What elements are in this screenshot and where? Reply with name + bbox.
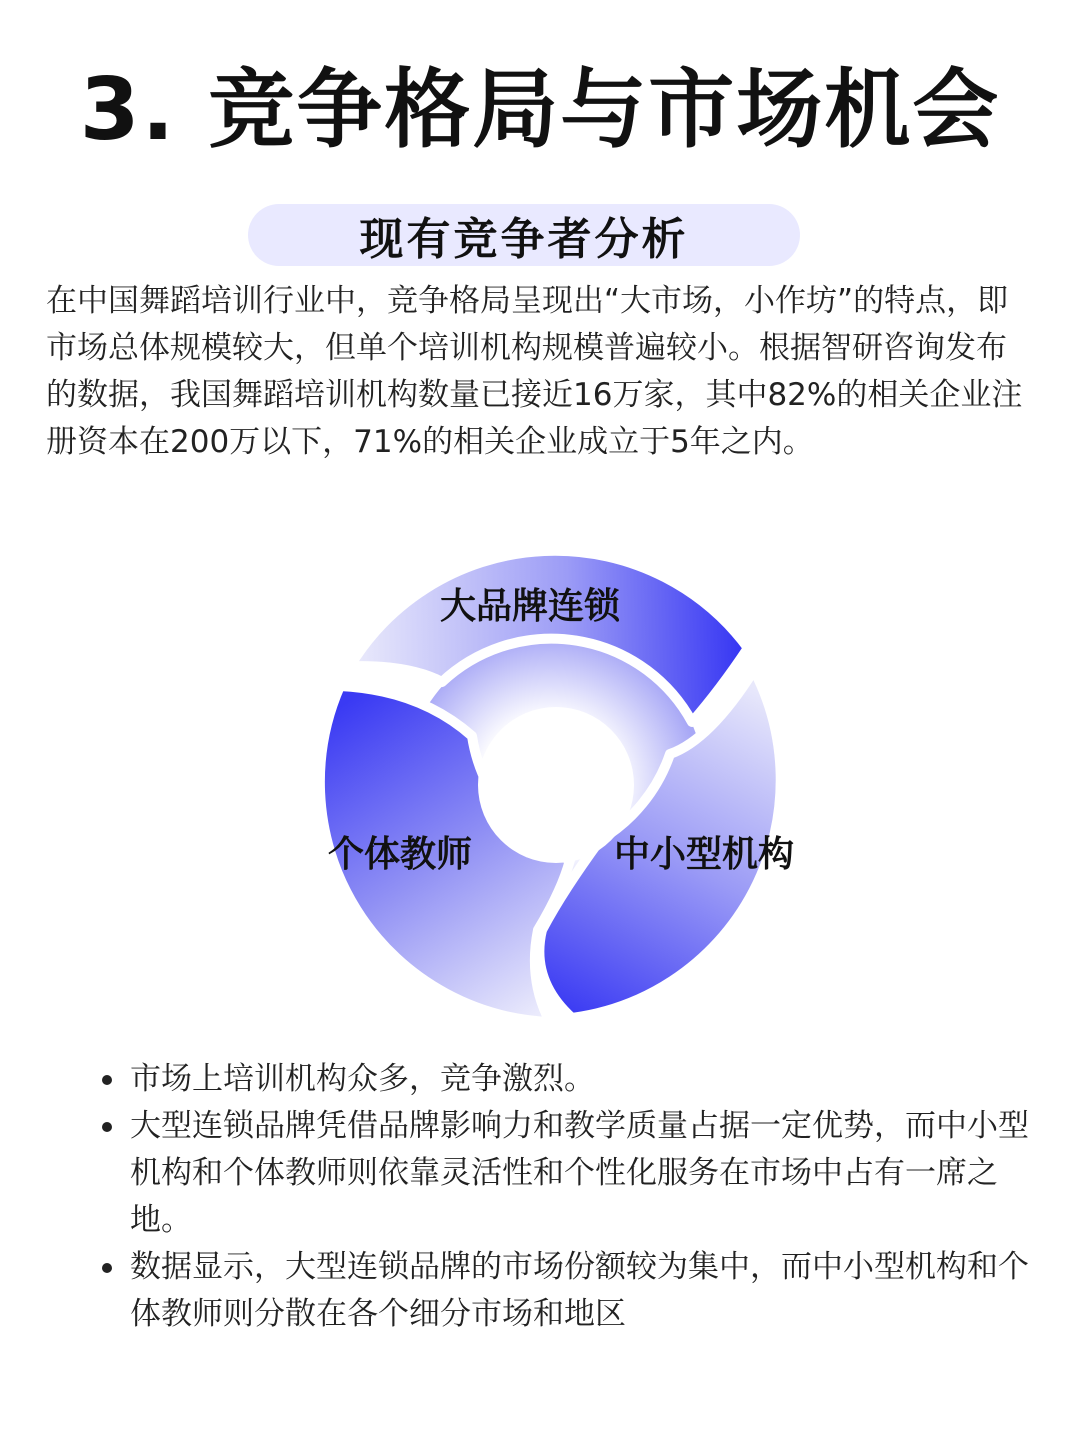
label-small-medium-institutions: 中小型机构: [614, 834, 795, 875]
center-hole: [478, 707, 634, 863]
label-individual-teachers: 个体教师: [328, 834, 473, 875]
section-header: [248, 204, 800, 266]
bullet-list: [100, 1056, 1030, 1338]
bullet-item: 数据显示，大型连锁品牌的市场份额较为集中，而中小型机构和个体教师则分散在各个细分市场和地区: [100, 1244, 1030, 1338]
label-big-brand-chain: 大品牌连锁: [440, 586, 621, 627]
competitor-cycle-diagram: [300, 540, 810, 1040]
intro-paragraph: 在中国舞蹈培训行业中，竞争格局呈现出“大市场，小作坊”的特点，即市场总体规模较大，但单个培训机构规模普遍较小。根据智研咨询发布的数据，我国舞蹈培训机构数量已接近16万家，其中82%的相关企业注册资本在200万以下，71%的相关企业成立于5年之内。: [46, 283, 1023, 460]
page-title: 3. 竞争格局与市场机会: [79, 60, 1001, 160]
section-title: 现有竞争者分析: [359, 214, 689, 265]
bullet-item: 大型连锁品牌凭借品牌影响力和教学质量占据一定优势，而中小型机构和个体教师则依靠灵活性和个性化服务在市场中占有一席之地。: [100, 1103, 1030, 1244]
bullet-item: 市场上培训机构众多，竞争激烈。: [100, 1056, 1030, 1103]
